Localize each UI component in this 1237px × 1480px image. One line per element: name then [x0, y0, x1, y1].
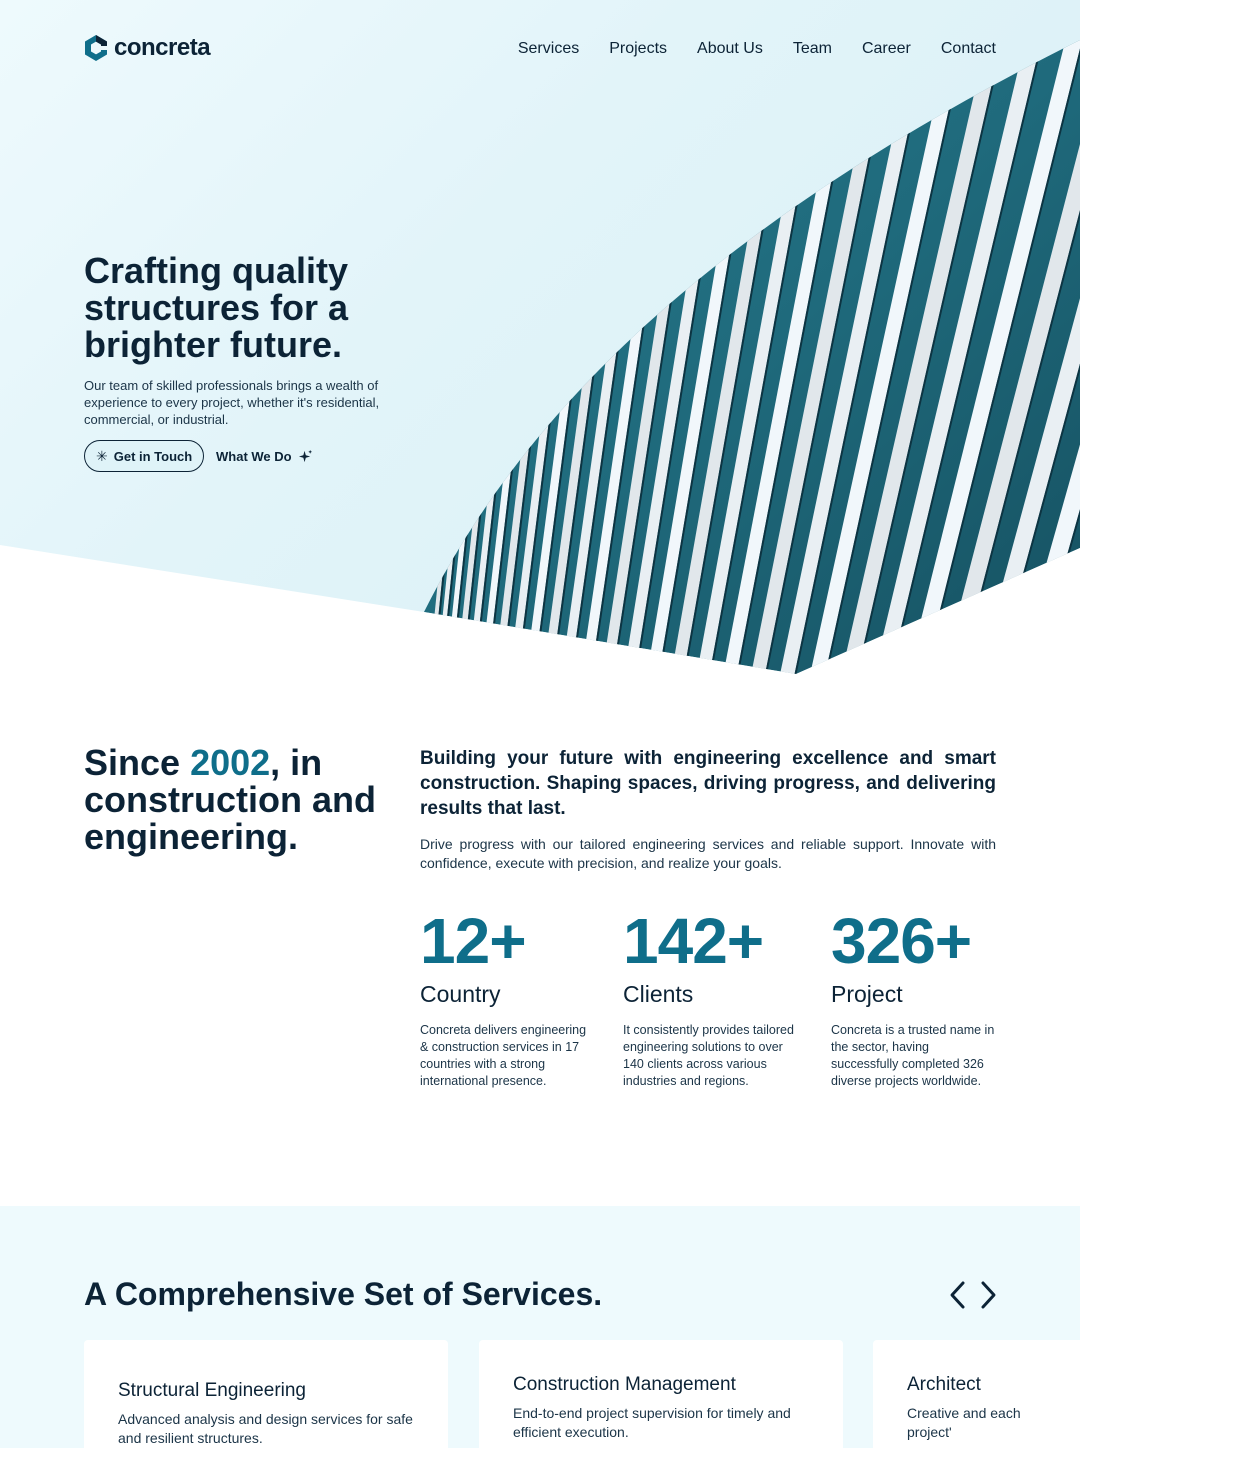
stat-number: 142+	[623, 905, 803, 977]
nav-item-team[interactable]: Team	[793, 40, 832, 58]
nav-item-services[interactable]: Services	[518, 40, 579, 58]
main-nav	[518, 40, 996, 58]
sparkle-icon	[298, 449, 313, 464]
stat-clients	[623, 905, 803, 1090]
nav-item-about-us[interactable]: About Us	[697, 40, 763, 58]
chevron-right-icon[interactable]	[976, 1280, 1000, 1310]
nav-item-career[interactable]: Career	[862, 40, 911, 58]
stat-number: 326+	[831, 905, 997, 977]
stat-label: Clients	[623, 981, 803, 1008]
get-in-touch-button[interactable]	[84, 440, 204, 472]
since-title-suffix: , in construction and engineering.	[84, 742, 376, 857]
hexagon-c-logo-icon	[84, 34, 108, 62]
brand-logo[interactable]	[84, 34, 210, 62]
hero-section	[0, 0, 1080, 700]
facade-fin-shadow	[1104, 0, 1237, 700]
services-section	[0, 1206, 1080, 1448]
stat-project	[831, 905, 997, 1090]
about-sub: Drive progress with our tailored engineering services and reliable support. Innovate with confidence, execute with precision, and realize your goals.	[420, 835, 996, 873]
facade-fin	[1085, 0, 1237, 700]
since-year: 2002	[190, 742, 270, 783]
services-carousel	[84, 1340, 996, 1448]
service-card-title: Structural Engineering	[118, 1380, 414, 1402]
hero-subtitle: Our team of skilled professionals brings a wealth of experience to every project, whether it's residential, commercial, or industrial.	[84, 377, 384, 428]
service-card[interactable]	[873, 1340, 1237, 1480]
stat-description: Concreta delivers engineering & construction services in 17 countries with a strong international presence.	[420, 1022, 596, 1090]
facade-fin-shadow	[1065, 0, 1237, 700]
stat-label: Project	[831, 981, 997, 1008]
service-card-title: Architect	[907, 1374, 1203, 1396]
service-card-desc: End-to-end project supervision for timely and efficient execution.	[513, 1404, 809, 1442]
what-we-do-button[interactable]	[216, 445, 313, 467]
service-card-title: Construction Management	[513, 1374, 809, 1396]
brand-name: concreta	[114, 34, 210, 62]
nav-item-projects[interactable]: Projects	[609, 40, 667, 58]
stat-country	[420, 905, 596, 1090]
stat-label: Country	[420, 981, 596, 1008]
service-card[interactable]	[479, 1340, 843, 1480]
asterisk-icon: ✳	[96, 449, 108, 463]
service-card-desc: Advanced analysis and design services for safe and resilient structures.	[118, 1410, 414, 1448]
service-card-desc: Creative and each project'	[907, 1404, 1027, 1442]
stat-number: 12+	[420, 905, 596, 977]
stat-description: It consistently provides tailored engineering solutions to over 140 clients across various industries and regions.	[623, 1022, 803, 1090]
what-we-do-label: What We Do	[216, 449, 292, 464]
since-title	[84, 744, 404, 855]
about-lead: Building your future with engineering excellence and smart construction. Shaping spaces, driving progress, and delivering results that last.	[420, 746, 996, 821]
since-title-prefix: Since	[84, 742, 190, 783]
services-title: A Comprehensive Set of Services.	[84, 1276, 602, 1313]
chevron-left-icon[interactable]	[946, 1280, 970, 1310]
service-card[interactable]	[84, 1340, 448, 1480]
nav-item-contact[interactable]: Contact	[941, 40, 996, 58]
stat-description: Concreta is a trusted name in the sector, having successfully completed 326 diverse projects worldwide.	[831, 1022, 997, 1090]
get-in-touch-label: Get in Touch	[114, 449, 192, 464]
hero-title: Crafting quality structures for a brighter future.	[84, 252, 404, 363]
